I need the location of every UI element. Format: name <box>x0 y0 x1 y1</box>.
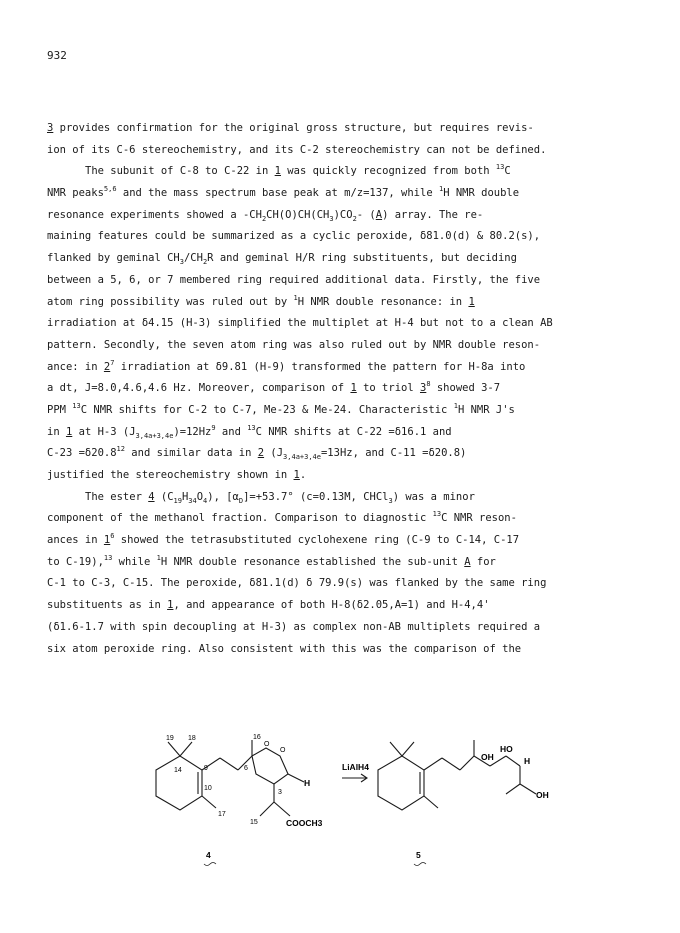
text-line: component of the methanol fraction. Comparison to diagnostic $^{13}$C NMR reson- <box>47 510 517 525</box>
ester-group-label: COOCH3 <box>286 818 323 828</box>
compound-label-4: 4 <box>206 850 211 860</box>
atom-label-19: 19 <box>166 735 174 742</box>
peroxide-oxygen-1: O <box>264 741 270 748</box>
text-line: atom ring possibility was ruled out by $^1$H NMR double resonance: in 1 <box>47 293 475 308</box>
reaction-scheme-svg <box>140 730 560 900</box>
atom-label-17: 17 <box>218 811 226 818</box>
reagent-label: LiAlH4 <box>342 762 369 772</box>
text-line: The subunit of C-8 to C-22 in 1 was quickly recognized from both $^{13}$C <box>85 163 511 178</box>
atom-label-9: 9 <box>204 765 208 772</box>
text-line: six atom peroxide ring. Also consistent with this was the comparison of the <box>47 642 522 655</box>
page-number: 932 <box>47 49 67 62</box>
body-text <box>47 118 647 660</box>
text-line: $C-23 =\delta 20.8^{12}$ and similar data in 2 ($J_{3,4a+3,4e}=13Hz$, and C-11 =δ20.8) <box>47 445 467 462</box>
text-line: maining features could be summarized as a cyclic peroxide, δ81.0(d) & 80.2(s), <box>47 230 541 243</box>
atom-label-3: 3 <box>278 789 282 796</box>
text-line: pattern. Secondly, the seven atom ring was also ruled out by NMR double reson- <box>47 338 541 351</box>
atom-label-18: 18 <box>188 735 196 742</box>
text-line: ion of its C-6 stereochemistry, and its C-2 stereochemistry can not be defined. <box>47 143 547 156</box>
atom-label-15: 15 <box>250 819 258 826</box>
atom-label-h: H <box>304 778 311 788</box>
atom-label-h-5: H <box>524 756 531 766</box>
text-line: between a 5, 6, or 7 membered ring required additional data. Firstly, the five <box>47 273 541 286</box>
cyclohexene-ring-5 <box>378 756 424 810</box>
text-line: ance: in $2^7$ irradiation at δ9.81 (H-9) transformed the pattern for H-8a into <box>47 358 526 373</box>
text-line: to C-19),$^{13}$ while $^1$H NMR double resonance established the sub-unit A for <box>47 553 496 568</box>
atom-label-10: 10 <box>204 785 212 792</box>
text-line: ances in $1^6$ showed the tetrasubstituted cyclohexene ring (C-9 to C-14, C-17 <box>47 532 520 547</box>
text-line: flanked by geminal $CH_3/CH_2R$ and geminal H/R ring substituents, but deciding <box>47 252 517 267</box>
reaction-scheme-figure <box>140 730 560 900</box>
text-line: justified the stereochemistry shown in 1. <box>47 469 307 481</box>
hydroxyl-label-ho: HO <box>500 744 513 754</box>
text-line: resonance experiments showed a $-CH_2CH(O)CH(CH_3)CO_2-$ (A) array. The re- <box>47 208 484 223</box>
text-line: PPM $^{13}$C NMR shifts for C-2 to C-7, Me-23 & Me-24. Characteristic $^1$H NMR J's <box>47 401 515 416</box>
compound-label-5: 5 <box>416 850 421 860</box>
hydroxyl-label-1: OH <box>481 752 494 762</box>
text-line: in 1 at H-3 $(J_{3,4a+3,4e})=12Hz^9$ and $^{13}$C NMR shifts at C-22 =δ16.1 and <box>47 423 452 440</box>
atom-label-6: 6 <box>244 765 248 772</box>
text-line: a dt, J=8.0,4.6,4.6 Hz. Moreover, comparison of 1 to triol $3^8$ showed 3-7 <box>47 380 501 395</box>
text-line: irradiation at δ4.15 (H-3) simplified the multiplet at H-4 but not to a clean AB <box>47 317 553 330</box>
text-line: The ester 4 $(C_{19}H_{34}O_4)$, $[\alpha_D]=+53.7^\circ$ (c=0.13M, CHCl$_3$) was a minor <box>85 490 475 505</box>
text-line: 3 provides confirmation for the original gross structure, but requires revis- <box>47 122 534 134</box>
text-line: (δ1.6-1.7 with spin decoupling at H-3) as complex non-AB multiplets required a <box>47 620 541 633</box>
peroxide-oxygen-2: O <box>280 747 286 754</box>
text-line: C-1 to C-3, C-15. The peroxide, δ81.1(d) δ 79.9(s) was flanked by the same ring <box>47 577 547 590</box>
text-line: substituents as in 1, and appearance of both H-8(δ2.05,A=1) and H-4,4' <box>47 599 490 612</box>
atom-label-14: 14 <box>174 767 182 774</box>
text-line: NMR peaks$^{5,6}$ and the mass spectrum base peak at m/z=137, while $^1$H NMR double <box>47 185 520 200</box>
atom-label-16: 16 <box>253 734 261 741</box>
cyclohexene-ring-4 <box>156 756 202 810</box>
hydroxyl-label-2: OH <box>536 790 549 800</box>
